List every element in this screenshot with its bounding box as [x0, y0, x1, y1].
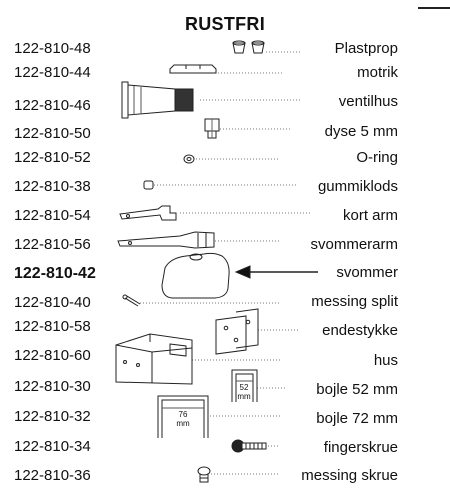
part-code: 122-810-36	[14, 467, 91, 484]
plastprop-part	[233, 41, 264, 53]
part-name: motrik	[357, 64, 398, 81]
bojle-52-dimension: 52 mm	[237, 383, 251, 401]
part-name: kort arm	[342, 207, 398, 224]
part-code: 122-810-50	[14, 125, 91, 142]
kort-arm-part	[120, 206, 176, 220]
part-code: 122-810-48	[14, 40, 91, 57]
dyse-part	[205, 119, 219, 138]
endestykke-part	[216, 309, 258, 354]
diagram-title: RUSTFRI	[184, 14, 266, 34]
part-code: 122-810-32	[14, 408, 91, 425]
part-code: 122-810-52	[14, 149, 91, 166]
gummiklods-part	[144, 181, 153, 189]
part-name: messing split	[311, 293, 398, 310]
part-name: Plastprop	[334, 40, 398, 57]
part-name: dyse 5 mm	[324, 123, 398, 140]
svommer-part	[162, 253, 229, 298]
part-name: bojle 52 mm	[316, 381, 398, 398]
ventilhus-part	[122, 82, 193, 118]
bojle-72-dimension: 76 mm	[176, 410, 190, 428]
motrik-part	[170, 65, 216, 73]
part-name: O-ring	[356, 149, 398, 166]
part-code: 122-810-40	[14, 294, 91, 311]
part-code: 122-810-56	[14, 236, 91, 253]
part-code: 122-810-46	[14, 97, 91, 114]
part-code-highlighted: 122-810-42	[14, 265, 96, 282]
part-name: svommerarm	[310, 236, 398, 253]
part-code: 122-810-34	[14, 438, 91, 455]
hus-part	[116, 334, 192, 384]
svommerarm-part	[118, 232, 214, 248]
part-code: 122-810-38	[14, 178, 91, 195]
leader-lines	[140, 52, 310, 474]
part-name: fingerskrue	[323, 439, 398, 456]
part-name: gummiklods	[317, 178, 398, 195]
part-name: messing skrue	[301, 467, 398, 484]
messing-skrue-part	[198, 467, 210, 482]
fingerskrue-part	[232, 440, 266, 452]
part-code: 122-810-30	[14, 378, 91, 395]
o-ring-part	[184, 155, 194, 163]
part-name: ventilhus	[338, 93, 398, 110]
pointer-arrow	[236, 266, 318, 278]
part-name: hus	[373, 352, 398, 369]
part-name: bojle 72 mm	[316, 410, 398, 427]
part-name: endestykke	[322, 322, 398, 339]
part-code: 122-810-54	[14, 207, 91, 224]
part-code: 122-810-58	[14, 318, 91, 335]
part-code: 122-810-44	[14, 64, 91, 81]
part-name: svommer	[336, 264, 398, 281]
part-code: 122-810-60	[14, 347, 91, 364]
messing-split-part	[123, 295, 140, 306]
